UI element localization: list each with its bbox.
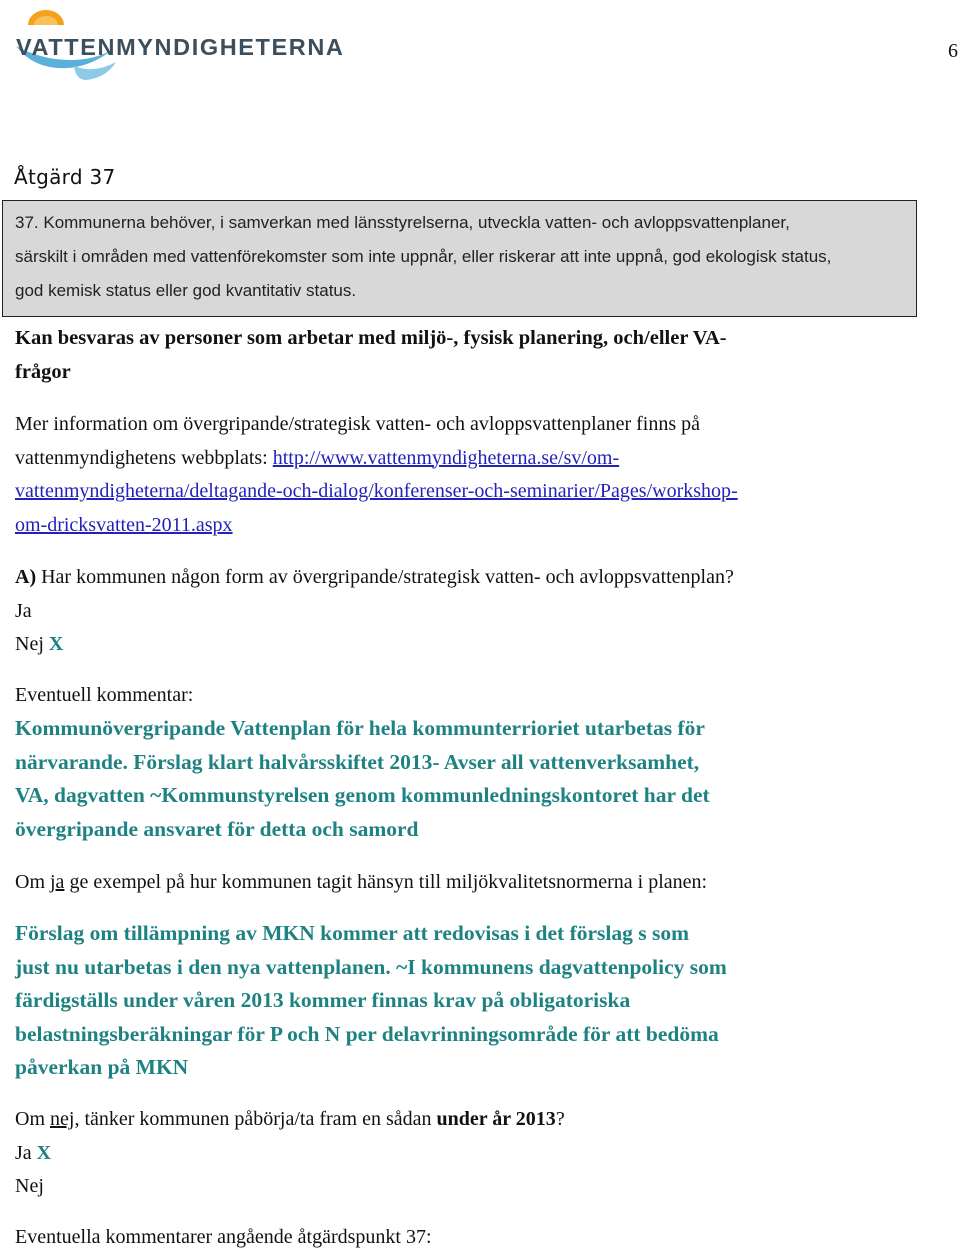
more-info-line xyxy=(15,442,738,476)
answer-mark: X xyxy=(36,1141,52,1164)
example-line: Förslag om tillämpning av MKN kommer att redovisas i det förslag s som xyxy=(15,921,690,945)
option-no xyxy=(15,628,734,662)
measure-line: 37. Kommunerna behöver, i samverkan med länsstyrelserna, utveckla vatten- och avloppsvattenplaner, xyxy=(15,213,790,232)
answered-by-line: Kan besvaras av personer som arbetar med miljö-, fysisk planering, och/eller VA- xyxy=(15,327,727,349)
answered-by xyxy=(15,322,727,389)
if-yes-question xyxy=(15,866,707,900)
if-no-text xyxy=(15,1103,565,1137)
example-answer xyxy=(15,917,727,1085)
if-no-part: , tänker kommunen påbörja/ta fram en sådan xyxy=(74,1108,437,1130)
example-line: just nu utarbetas i den nya vattenplanen. ~I kommunens dagvattenpolicy som xyxy=(15,954,727,979)
if-yes-text: ge exempel på hur kommunen tagit hänsyn till miljökvalitetsnormerna i planen: xyxy=(64,871,708,893)
if-no-part: Om xyxy=(15,1108,50,1130)
if-yes-underlined: ja xyxy=(50,871,65,893)
webpage-link[interactable]: om-dricksvatten-2011.aspx xyxy=(15,513,233,536)
more-info-line xyxy=(15,509,738,543)
measure-box xyxy=(2,200,917,317)
option-no: Nej xyxy=(15,1175,44,1197)
more-info-line xyxy=(15,475,738,509)
webpage-link[interactable]: http://www.vattenmyndigheterna.se/sv/om- xyxy=(272,446,620,469)
example-line: färdigställs under våren 2013 kommer finnas krav på obligatoriska xyxy=(15,988,631,1012)
question-a xyxy=(15,561,734,662)
final-comment-label: Eventuella kommentarer angående åtgärdspunkt 37: xyxy=(15,1226,432,1248)
page-title: Åtgärd 37 xyxy=(14,165,116,189)
webpage-link[interactable]: vattenmyndigheterna/deltagande-och-dialog/konferenser-och-seminarier/Pages/workshop- xyxy=(15,480,738,502)
option-yes-label: Ja xyxy=(15,1141,32,1164)
measure-line: särskilt i områden med vattenförekomster som inte uppnår, eller riskerar att inte uppnå, god ekologisk status, xyxy=(15,247,832,266)
if-no-question xyxy=(15,1103,565,1204)
vattenmyndigheterna-logo xyxy=(12,4,345,82)
page-number: 6 xyxy=(948,40,958,62)
comment-answer xyxy=(15,712,710,846)
more-info-line: Mer information om övergripande/strategisk vatten- och avloppsvattenplaner finns på xyxy=(15,413,700,435)
example-line: påverkan på MKN xyxy=(15,1055,189,1079)
question-a-question: Har kommunen någon form av övergripande/strategisk vatten- och avloppsvattenplan? xyxy=(36,566,734,588)
if-no-bold: under år 2013 xyxy=(436,1108,556,1130)
option-yes xyxy=(15,1137,565,1171)
option-no-label: Nej xyxy=(15,633,44,655)
example-line: belastningsberäkningar för P och N per delavrinningsområde för att bedöma xyxy=(15,1021,719,1046)
if-no-part: ? xyxy=(555,1108,565,1130)
if-no-underlined: nej xyxy=(50,1108,75,1130)
measure-line: god kemisk status eller god kvantitativ status. xyxy=(15,281,357,300)
answered-by-line: frågor xyxy=(15,360,71,383)
question-a-label: A) xyxy=(15,566,37,588)
comment-label: Eventuell kommentar: xyxy=(15,684,194,706)
comment-line: VA, dagvatten ~Kommunstyrelsen genom kommunledningskontoret har det xyxy=(15,783,710,807)
more-info xyxy=(15,408,738,542)
if-yes-text: Om xyxy=(15,871,50,893)
comment-line: övergripande ansvaret för detta och samord xyxy=(15,816,419,841)
option-yes: Ja xyxy=(15,599,32,622)
question-a-text xyxy=(15,561,734,595)
more-info-text: vattenmyndighetens webbplats: xyxy=(15,446,273,469)
comment-line: Kommunövergripande Vattenplan för hela kommunterrioriet utarbetas för xyxy=(15,716,705,740)
comment-line: närvarande. Förslag klart halvårsskiftet 2013- Avser all vattenverksamhet, xyxy=(15,749,700,774)
answer-mark: X xyxy=(48,633,64,655)
logo-text: VATTENMYNDIGHETERNA xyxy=(16,34,345,60)
